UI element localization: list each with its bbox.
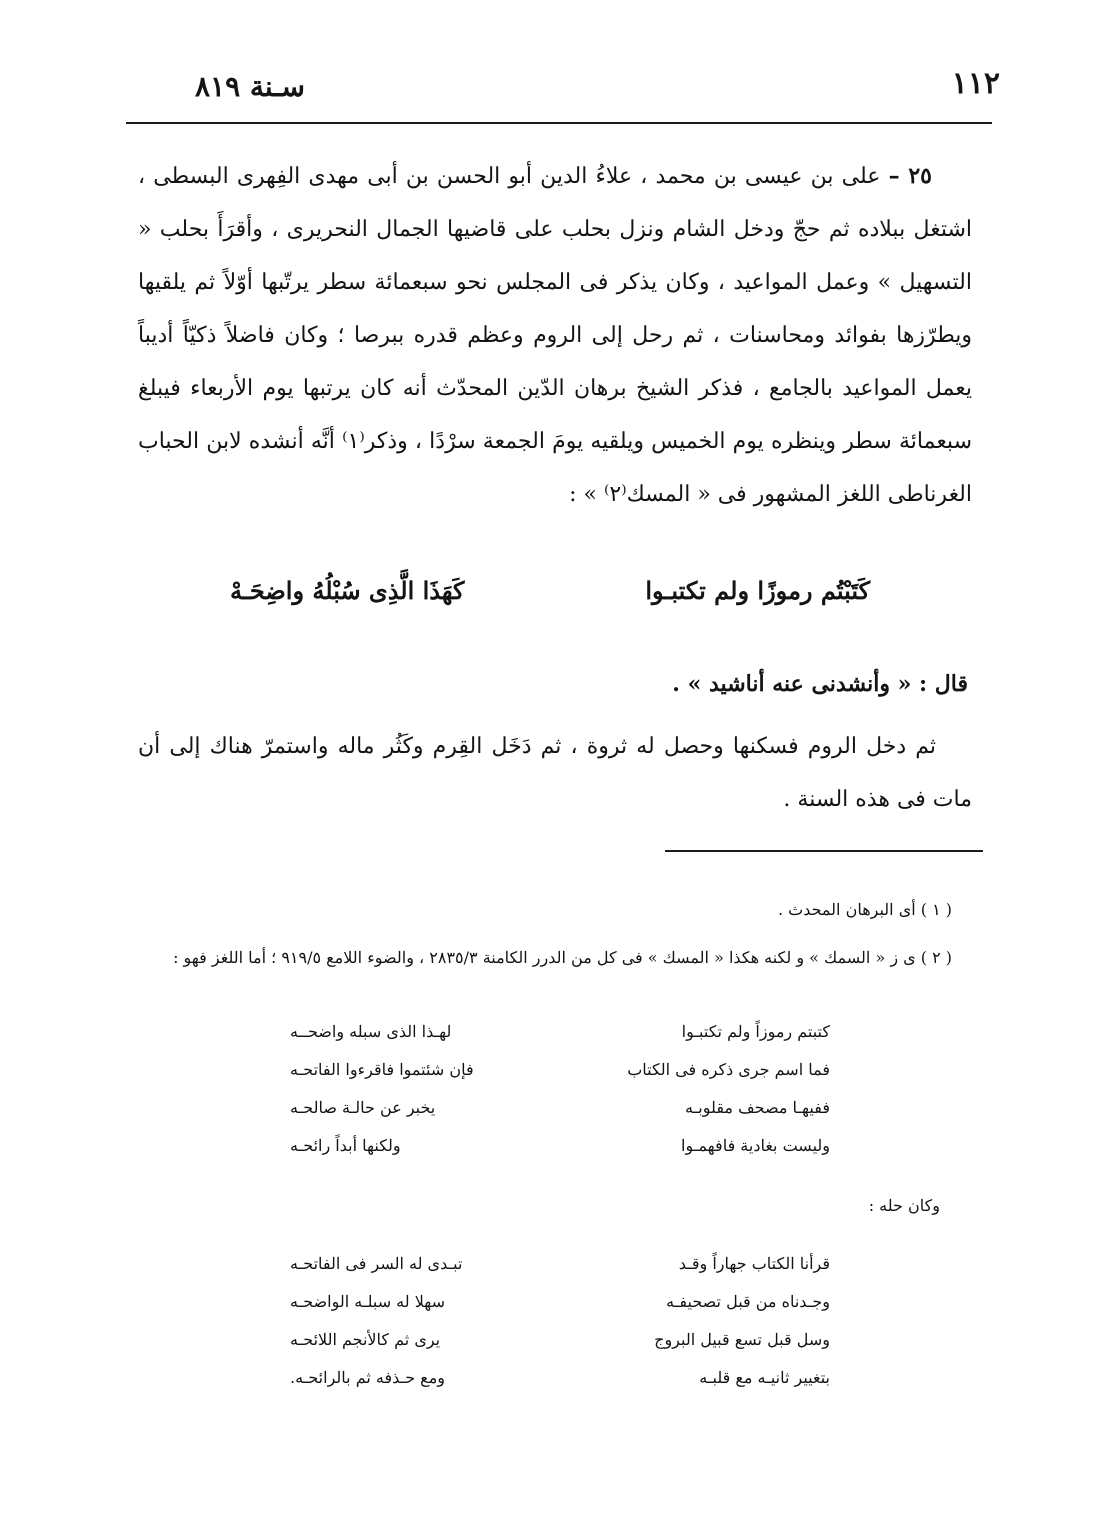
header-rule (126, 122, 992, 124)
riddle-poem (290, 1022, 830, 1174)
footnote-rule (665, 850, 983, 852)
poem-hemistich: وليست بغادية فافهمـوا (681, 1136, 830, 1155)
poem-hemistich: فإن شئتموا فاقرءوا الفاتحـه (290, 1060, 474, 1079)
poem-line (290, 1330, 830, 1368)
page-number: ١١٢ (951, 66, 1000, 101)
poem-line (290, 1254, 830, 1292)
poem-hemistich: تبـدى له السر فى الفاتحـه (290, 1254, 463, 1273)
verse-second-hemistich: كَهَذَا الَّذِى سُبْلُهُ واضِحَـهْ (230, 576, 465, 605)
poem-hemistich: بتغيير ثانيـه مع قلبـه (699, 1368, 830, 1387)
poem-hemistich: وسل قبل تسع قبيل البروج (654, 1330, 830, 1349)
poem-hemistich: يرى ثم كالأنجم اللائحـه (290, 1330, 441, 1349)
entry-number: ٢٥ – (888, 163, 932, 189)
entry-text: على بن عيسى بن محمد ، علاءُ الدين أبو الحسن بن أبى مهدى الفِهرى البسطى ، اشتغل ببلاده ثم حجّ ودخل الشام ونزل بحلب على قاضيها الجمال النحريرى ، وأقرَأَ بحلب « التسهيل » وعمل المواعيد ، وكان يذكر فى المجلس نحو سبعمائة سطر يرتّبها أوّلاً ثم يلقيها ويطرّزها بفوائد ومحاسنات ، ثم رحل إلى الروم وعظم قدره ببرصا ؛ وكان فاضلاً ذكيّاً أديباً يعمل المواعيد بالجامع ، فذكر الشيخ برهان الدّين المحدّث أنه كان يرتبها يوم الأربعاء فيبلغ سبعمائة سطر وينظره يوم الخميس ويلقيه يومَ الجمعة سرْدًا ، وذكر⁽١⁾ أنَّه أنشده لابن الحباب الغرناطى اللغز المشهور فى « المسك⁽٢⁾ » : (138, 164, 972, 507)
poem-hemistich: ففيهـا مصحف مقلوبـه (685, 1098, 830, 1117)
poem-hemistich: سهلا له سبلـه الواضحـه (290, 1292, 446, 1311)
poem-hemistich: قرأنا الكتاب جهاراً وقـد (678, 1254, 830, 1273)
solution-poem (290, 1254, 830, 1406)
poem-line (290, 1060, 830, 1098)
qal-line: قال : « وأنشدنى عنه أناشيد » . (672, 671, 968, 697)
poem-line (290, 1136, 830, 1174)
poem-line (290, 1368, 830, 1406)
poem-hemistich: كتبتم رموزاً ولم تكتبـوا (681, 1022, 830, 1041)
poem-hemistich: لهـذا الذى سبله واضحــه (290, 1022, 452, 1041)
footnote-1: ( ١ ) أى البرهان المحدث . (777, 900, 952, 919)
verse-first-hemistich: كَتَبْتُم رموزًا ولم تكتبـوا (645, 576, 870, 605)
poem-line (290, 1022, 830, 1060)
closing-paragraph: ثم دخل الروم فسكنها وحصل له ثروة ، ثم دَخَل القِرم وكَثُر ماله واستمرّ هناك إلى أن مات فى هذه السنة . (138, 734, 972, 812)
running-head: سـنة ٨١٩ (195, 70, 305, 103)
footnote-2: ( ٢ ) ى ز « السمك » و لكنه هكذا « المسك » فى كل من الدرر الكامنة ٢٨٣٥/٣ ، والضوء اللامع ٩١٩/٥ ؛ أما اللغز فهو : (173, 948, 952, 967)
poem-line (290, 1292, 830, 1330)
entry-paragraph (138, 150, 972, 521)
poem-hemistich: وجـدناه من قبل تصحيفـه (666, 1292, 830, 1311)
poem-hemistich: ومع حـذفه ثم بالرائحـه. (290, 1368, 445, 1387)
poem-line (290, 1098, 830, 1136)
poem-hemistich: يخبر عن حالـة صالحـه (290, 1098, 436, 1117)
solution-label: وكان حله : (868, 1196, 940, 1215)
poem-hemistich: ولكنها أبداً رائحـه (290, 1136, 401, 1155)
poem-hemistich: فما اسم جرى ذكره فى الكتاب (627, 1060, 830, 1079)
verse-line (230, 576, 870, 632)
